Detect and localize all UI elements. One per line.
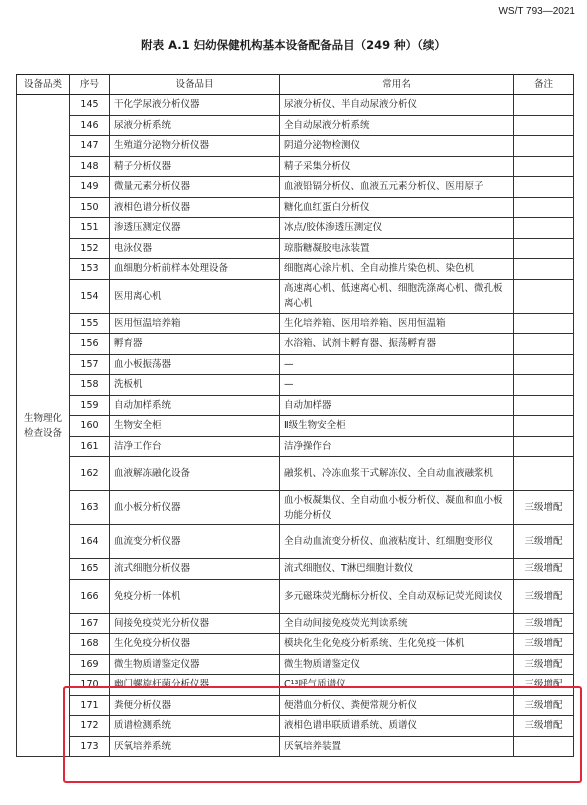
item-name-cell: 医用离心机 (110, 279, 280, 313)
row-number-cell: 151 (70, 218, 110, 239)
equipment-table (16, 74, 574, 757)
table-row (17, 491, 574, 525)
common-name-cell: 水浴箱、试剂卡孵育器、振荡孵育器 (280, 334, 514, 355)
item-name-cell: 洗板机 (110, 375, 280, 396)
table-row (17, 716, 574, 737)
common-name-cell: 高速离心机、低速离心机、细胞洗涤离心机、微孔板离心机 (280, 279, 514, 313)
table-header-row (17, 75, 574, 95)
table-row (17, 634, 574, 655)
note-cell (514, 136, 574, 157)
note-cell (514, 238, 574, 259)
table-row (17, 279, 574, 313)
table-row (17, 416, 574, 437)
row-number-cell: 172 (70, 716, 110, 737)
row-number-cell: 161 (70, 436, 110, 457)
row-number-cell: 163 (70, 491, 110, 525)
common-name-cell: 流式细胞仪、T淋巴细胞计数仪 (280, 559, 514, 580)
common-name-cell: 阴道分泌物检测仪 (280, 136, 514, 157)
item-name-cell: 粪便分析仪器 (110, 695, 280, 716)
note-cell (514, 115, 574, 136)
note-cell (514, 197, 574, 218)
row-number-cell: 173 (70, 736, 110, 757)
row-number-cell: 158 (70, 375, 110, 396)
table-row (17, 238, 574, 259)
row-number-cell: 145 (70, 95, 110, 116)
row-number-cell: 164 (70, 525, 110, 559)
item-name-cell: 医用恒温培养箱 (110, 313, 280, 334)
note-cell (514, 457, 574, 491)
table-row (17, 218, 574, 239)
table-row (17, 95, 574, 116)
item-name-cell: 血流变分析仪器 (110, 525, 280, 559)
table-row (17, 177, 574, 198)
note-cell (514, 395, 574, 416)
common-name-cell: 血液铅镉分析仪、血液五元素分析仪、医用原子 (280, 177, 514, 198)
common-name-cell: 全自动尿液分析系统 (280, 115, 514, 136)
note-cell: 三级增配 (514, 525, 574, 559)
common-name-cell: 冰点/胶体渗透压测定仪 (280, 218, 514, 239)
common-name-cell: 多元磁珠荧光酶标分析仪、全自动双标记荧光阅读仪 (280, 579, 514, 613)
note-cell (514, 436, 574, 457)
table-title: 附表 A.1 妇幼保健机构基本设备配备品目（249 种）（续） (141, 38, 446, 52)
note-cell (514, 334, 574, 355)
column-header-common-name: 常用名 (280, 75, 514, 95)
item-name-cell: 自动加样系统 (110, 395, 280, 416)
item-name-cell: 血小板分析仪器 (110, 491, 280, 525)
table-row (17, 334, 574, 355)
common-name-cell: — (280, 375, 514, 396)
item-name-cell: 幽门螺旋杆菌分析仪器 (110, 675, 280, 696)
table-row (17, 654, 574, 675)
table-row (17, 695, 574, 716)
note-cell: 三级增配 (514, 716, 574, 737)
note-cell: 三级增配 (514, 613, 574, 634)
item-name-cell: 洁净工作台 (110, 436, 280, 457)
row-number-cell: 149 (70, 177, 110, 198)
common-name-cell: 细胞离心涂片机、全自动推片染色机、染色机 (280, 259, 514, 280)
common-name-cell: 便潜血分析仪、粪便常规分析仪 (280, 695, 514, 716)
table-row (17, 525, 574, 559)
table-row (17, 675, 574, 696)
item-name-cell: 微生物质谱鉴定仪器 (110, 654, 280, 675)
note-cell (514, 375, 574, 396)
item-name-cell: 孵育器 (110, 334, 280, 355)
row-number-cell: 153 (70, 259, 110, 280)
table-row (17, 579, 574, 613)
table-row (17, 559, 574, 580)
table-row (17, 354, 574, 375)
common-name-cell: 厌氧培养装置 (280, 736, 514, 757)
row-number-cell: 152 (70, 238, 110, 259)
note-cell: 三级增配 (514, 579, 574, 613)
common-name-cell: 精子采集分析仪 (280, 156, 514, 177)
common-name-cell: 生化培养箱、医用培养箱、医用恒温箱 (280, 313, 514, 334)
item-name-cell: 渗透压测定仪器 (110, 218, 280, 239)
note-cell (514, 218, 574, 239)
note-cell: 三级增配 (514, 634, 574, 655)
item-name-cell: 间接免疫荧光分析仪器 (110, 613, 280, 634)
common-name-cell: 液相色谱串联质谱系统、质谱仪 (280, 716, 514, 737)
note-cell (514, 259, 574, 280)
note-cell (514, 177, 574, 198)
common-name-cell: 自动加样器 (280, 395, 514, 416)
item-name-cell: 微量元素分析仪器 (110, 177, 280, 198)
item-name-cell: 干化学尿液分析仪器 (110, 95, 280, 116)
row-number-cell: 156 (70, 334, 110, 355)
category-line: 生物理化 (23, 412, 62, 424)
item-name-cell: 血小板振荡器 (110, 354, 280, 375)
row-number-cell: 159 (70, 395, 110, 416)
column-header-number: 序号 (70, 75, 110, 95)
note-cell: 三级增配 (514, 695, 574, 716)
note-cell (514, 416, 574, 437)
note-cell (514, 156, 574, 177)
row-number-cell: 167 (70, 613, 110, 634)
item-name-cell: 液相色谱分析仪器 (110, 197, 280, 218)
item-name-cell: 血液解冻融化设备 (110, 457, 280, 491)
column-header-item: 设备品目 (110, 75, 280, 95)
note-cell (514, 354, 574, 375)
column-header-category: 设备品类 (17, 75, 70, 95)
item-name-cell: 免疫分析一体机 (110, 579, 280, 613)
table-row (17, 197, 574, 218)
note-cell (514, 279, 574, 313)
note-cell (514, 95, 574, 116)
item-name-cell: 尿液分析系统 (110, 115, 280, 136)
common-name-cell: 全自动血流变分析仪、血液粘度计、红细胞变形仪 (280, 525, 514, 559)
item-name-cell: 电泳仪器 (110, 238, 280, 259)
row-number-cell: 154 (70, 279, 110, 313)
row-number-cell: 146 (70, 115, 110, 136)
row-number-cell: 171 (70, 695, 110, 716)
table-row (17, 115, 574, 136)
common-name-cell: 糖化血红蛋白分析仪 (280, 197, 514, 218)
standard-code: WS/T 793—2021 (498, 6, 575, 17)
note-cell (514, 736, 574, 757)
note-cell: 三级增配 (514, 559, 574, 580)
table-row (17, 613, 574, 634)
column-header-note: 备注 (514, 75, 574, 95)
common-name-cell: 血小板凝集仪、全自动血小板分析仪、凝血和血小板功能分析仪 (280, 491, 514, 525)
row-number-cell: 170 (70, 675, 110, 696)
note-cell: 三级增配 (514, 491, 574, 525)
common-name-cell: Ⅱ级生物安全柜 (280, 416, 514, 437)
item-name-cell: 流式细胞分析仪器 (110, 559, 280, 580)
note-cell: 三级增配 (514, 654, 574, 675)
note-cell (514, 313, 574, 334)
category-cell (17, 95, 70, 757)
row-number-cell: 165 (70, 559, 110, 580)
row-number-cell: 147 (70, 136, 110, 157)
row-number-cell: 169 (70, 654, 110, 675)
table-row (17, 436, 574, 457)
item-name-cell: 精子分析仪器 (110, 156, 280, 177)
row-number-cell: 162 (70, 457, 110, 491)
item-name-cell: 生化免疫分析仪器 (110, 634, 280, 655)
item-name-cell: 生殖道分泌物分析仪器 (110, 136, 280, 157)
note-cell: 三级增配 (514, 675, 574, 696)
common-name-cell: 微生物质谱鉴定仪 (280, 654, 514, 675)
common-name-cell: 模块化生化免疫分析系统、生化免疫一体机 (280, 634, 514, 655)
common-name-cell: 融浆机、冷冻血浆干式解冻仪、全自动血液融浆机 (280, 457, 514, 491)
item-name-cell: 厌氧培养系统 (110, 736, 280, 757)
table-row (17, 136, 574, 157)
category-line: 检查设备 (23, 427, 62, 439)
row-number-cell: 168 (70, 634, 110, 655)
table-row (17, 457, 574, 491)
common-name-cell: C¹³呼气质谱仪 (280, 675, 514, 696)
row-number-cell: 155 (70, 313, 110, 334)
item-name-cell: 生物安全柜 (110, 416, 280, 437)
table-row (17, 395, 574, 416)
table-row (17, 313, 574, 334)
table-row (17, 259, 574, 280)
common-name-cell: 洁净操作台 (280, 436, 514, 457)
item-name-cell: 血细胞分析前样本处理设备 (110, 259, 280, 280)
common-name-cell: 全自动间接免疫荧光判读系统 (280, 613, 514, 634)
common-name-cell: 尿液分析仪、半自动尿液分析仪 (280, 95, 514, 116)
table-row (17, 375, 574, 396)
row-number-cell: 157 (70, 354, 110, 375)
common-name-cell: 琼脂糖凝胶电泳装置 (280, 238, 514, 259)
row-number-cell: 148 (70, 156, 110, 177)
table-row (17, 156, 574, 177)
row-number-cell: 166 (70, 579, 110, 613)
row-number-cell: 150 (70, 197, 110, 218)
row-number-cell: 160 (70, 416, 110, 437)
item-name-cell: 质谱检测系统 (110, 716, 280, 737)
common-name-cell: — (280, 354, 514, 375)
table-row (17, 736, 574, 757)
